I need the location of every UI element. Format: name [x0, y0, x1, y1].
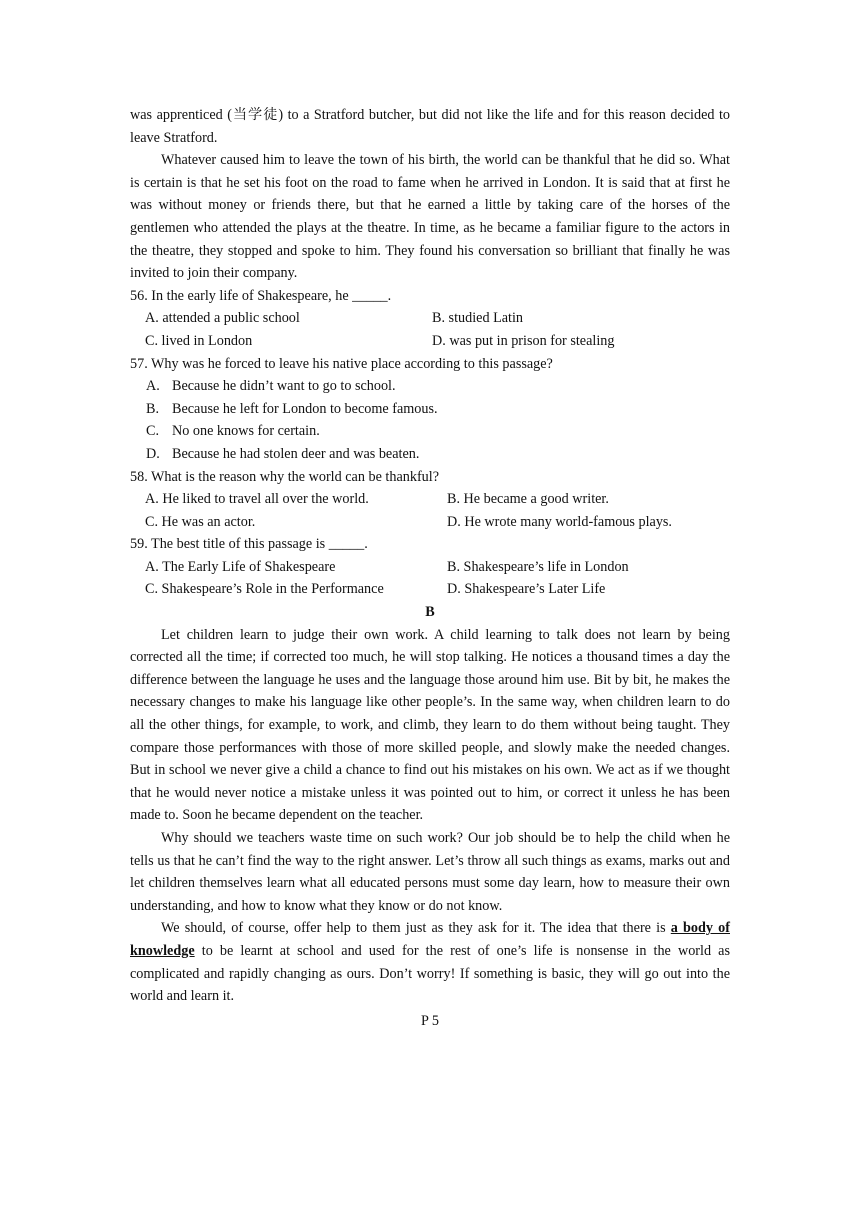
page-number: P 5: [420, 1012, 439, 1029]
question-56-stem: 56. In the early life of Shakespeare, he _____.: [130, 287, 392, 304]
question-57-options: [146, 375, 730, 465]
option-letter: B.: [146, 400, 160, 417]
option-58-c: C. He was an actor.: [145, 513, 256, 530]
option-59-b: B. Shakespeare’s life in London: [447, 558, 629, 575]
paragraph-text-before: We should, of course, offer help to them just as they ask for it. The idea that there is: [161, 920, 671, 937]
question-57: [130, 353, 730, 466]
option-59-c: C. Shakespeare’s Role in the Performance: [145, 581, 384, 598]
question-59-options: [145, 556, 730, 601]
option-56-c: C. lived in London: [145, 332, 253, 349]
option-57-d: [146, 443, 730, 466]
question-56: [130, 285, 730, 353]
section-b-heading: B: [425, 604, 435, 621]
document-page: [130, 104, 730, 1032]
passage-b-paragraph-2: Why should we teachers waste time on such work? Our job should be to help the child when he tells us that he can’t find the way to the right answer. Let’s throw all such things as exams, marks out and let children themselves learn what all educated persons must some day learn, how to measure their own understanding, and how to know what they know or do not know.: [130, 830, 730, 914]
passage-a-paragraph-1: was apprenticed (当学徒) to a Stratford butcher, but did not like the life and for this reason decided to leave Stratford.: [130, 107, 730, 146]
option-56-d: D. was put in prison for stealing: [432, 332, 615, 349]
option-text: Because he left for London to become famous.: [172, 400, 438, 417]
question-58: [130, 466, 730, 534]
option-56-b: B. studied Latin: [432, 310, 524, 327]
option-58-b: B. He became a good writer.: [447, 491, 609, 508]
question-57-stem: 57. Why was he forced to leave his native place according to this passage?: [130, 355, 553, 372]
question-58-options: [145, 488, 730, 533]
option-59-d: D. Shakespeare’s Later Life: [447, 581, 606, 598]
option-text: No one knows for certain.: [172, 423, 320, 440]
question-59-stem: 59. The best title of this passage is _____.: [130, 536, 368, 553]
option-letter: C.: [146, 423, 160, 440]
option-letter: D.: [146, 445, 160, 462]
option-59-a: A. The Early Life of Shakespeare: [145, 558, 336, 575]
option-58-d: D. He wrote many world-famous plays.: [447, 513, 672, 530]
option-57-b: [146, 398, 730, 421]
passage-b-paragraph-3: [130, 917, 730, 1007]
option-text: Because he didn’t want to go to school.: [172, 378, 396, 395]
option-58-a: A. He liked to travel all over the world.: [145, 491, 369, 508]
passage-a-paragraph-2: Whatever caused him to leave the town of his birth, the world can be thankful that he did so. What is certain is that he set his foot on the road to fame when he arrived in London. It is said that at first he was without money or friends there, but that he earned a little by taking care of the horses of the gentlemen who attended the plays at the theatre. In time, as he became a familiar figure to the actors in the theatre, they stopped and spoke to him. They found his conversation so brilliant that finally he was invited to join their company.: [130, 152, 730, 282]
option-letter: A.: [146, 378, 160, 395]
question-59: [130, 533, 730, 601]
paragraph-text-after: to be learnt at school and used for the rest of one’s life is nonsense in the world as complicated and rapidly changing as ours. Don’t worry! If something is basic, they will go out into the world and learn it.: [130, 942, 730, 1005]
question-56-options: [145, 307, 730, 352]
underlined-phrase: a body of knowledge: [130, 920, 730, 959]
option-57-a: [146, 375, 730, 398]
question-58-stem: 58. What is the reason why the world can be thankful?: [130, 468, 440, 485]
option-text: Because he had stolen deer and was beaten.: [172, 445, 420, 462]
passage-b-paragraph-1: Let children learn to judge their own work. A child learning to talk does not learn by being corrected all the time; if corrected too much, he will stop talking. He notices a thousand times a day the difference between the language he uses and the language those around him use. Bit by bit, he makes the necessary changes to make his language like other people’s. In the same way, when children learn to do all the other things, for example, to work, and climb, they learn to do them without being taught. They compare those performances with those of more skilled people, and slowly make the needed changes. But in school we never give a child a chance to find out his mistakes on his own. We act as if we thought that he would never notice a mistake unless it was pointed out to him, or correct it unless he has been made to. Soon he became dependent on the teacher.: [130, 626, 730, 824]
option-56-a: A. attended a public school: [145, 310, 300, 327]
option-57-c: [146, 420, 730, 443]
